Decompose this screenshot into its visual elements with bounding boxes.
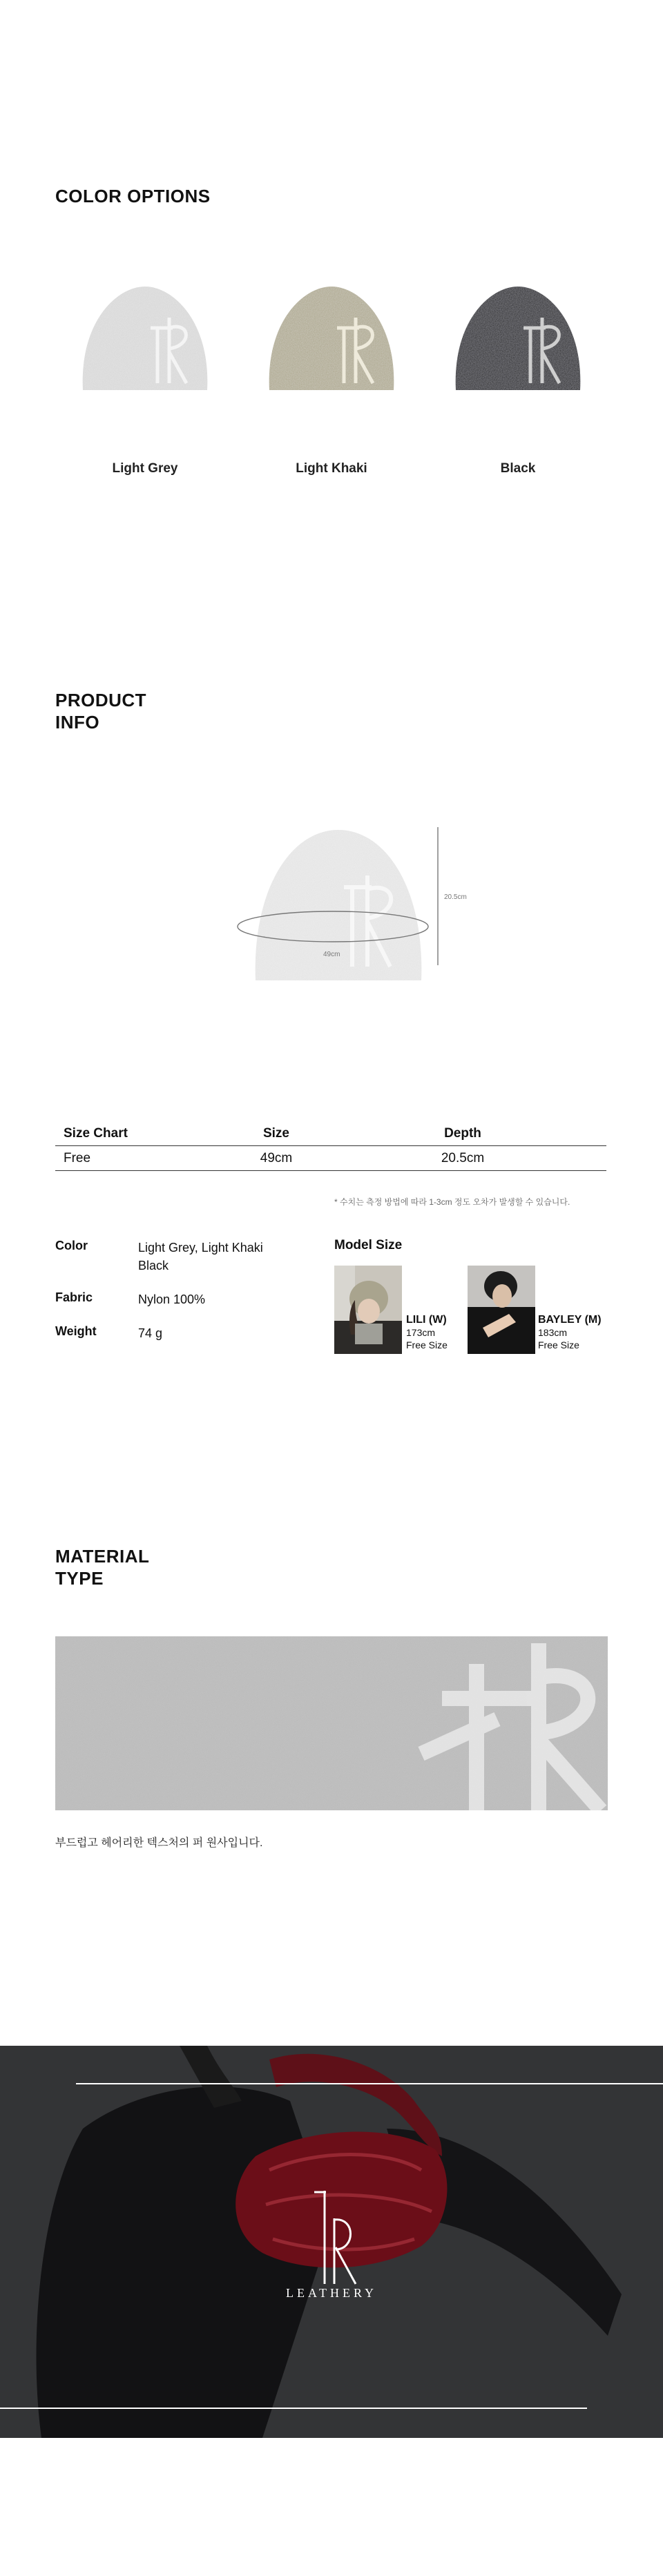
title-line: INFO [55,712,100,733]
diagram-height-label: 20.5cm [444,893,467,901]
section-title-product-info [55,689,146,733]
model-height: 183cm [538,1327,568,1338]
model-size: Free Size [406,1339,448,1350]
title-line: TYPE [55,1568,104,1589]
model-info-bayley [538,1314,602,1351]
table-header-cell: Size Chart [64,1125,128,1141]
spec-key: Fabric [55,1290,93,1304]
spec-value-line: Light Grey, Light Khaki [138,1241,263,1255]
material-caption: 부드럽고 헤어리한 텍스처의 퍼 원사입니다. [55,1837,263,1849]
diagram-width-label: 49cm [323,951,340,958]
model-name: BAYLEY (M) [538,1314,602,1326]
beanie-image-light-grey [76,280,214,397]
brand-wordmark: LEATHERY [286,2286,377,2300]
beanie-image-black [449,280,587,397]
model-info-lili [406,1314,448,1351]
spec-value [138,1239,304,1275]
color-label-black: Black [500,461,536,476]
size-chart-table [55,1121,606,1171]
table-header-cell: Depth [444,1125,481,1141]
table-cell: 49cm [260,1150,293,1165]
table-row [55,1146,606,1171]
spec-value: 74 g [138,1326,163,1340]
title-line: MATERIAL [55,1546,150,1567]
spec-value-line: Black [138,1259,169,1272]
model-height: 173cm [406,1327,436,1338]
spec-key: Color [55,1239,88,1252]
model-size: Free Size [538,1339,579,1350]
color-label-light-khaki: Light Khaki [296,461,367,476]
model-photo-lili [334,1266,402,1354]
beanie-image-light-khaki [262,280,401,397]
table-header-cell: Size [262,1125,290,1141]
section-title-color-options: COLOR OPTIONS [55,186,211,206]
model-name: LILI (W) [406,1314,447,1326]
title-line: PRODUCT [55,690,147,710]
model-size-title: Model Size [334,1238,403,1252]
spec-key: Weight [55,1324,97,1338]
section-title-material-type [55,1545,149,1589]
table-header-row [55,1121,606,1146]
model-photo-bayley [468,1266,535,1354]
measurement-note: * 수치는 측정 방법에 따라 1-3cm 정도 오차가 발생할 수 있습니다. [334,1197,570,1207]
table-cell: 20.5cm [441,1150,485,1165]
material-closeup-image [55,1636,608,1810]
size-diagram [235,822,470,987]
table-cell: Free [64,1150,91,1165]
brand-banner-image [0,2046,663,2438]
spec-value: Nylon 100% [138,1292,206,1306]
color-label-light-grey: Light Grey [112,461,178,476]
